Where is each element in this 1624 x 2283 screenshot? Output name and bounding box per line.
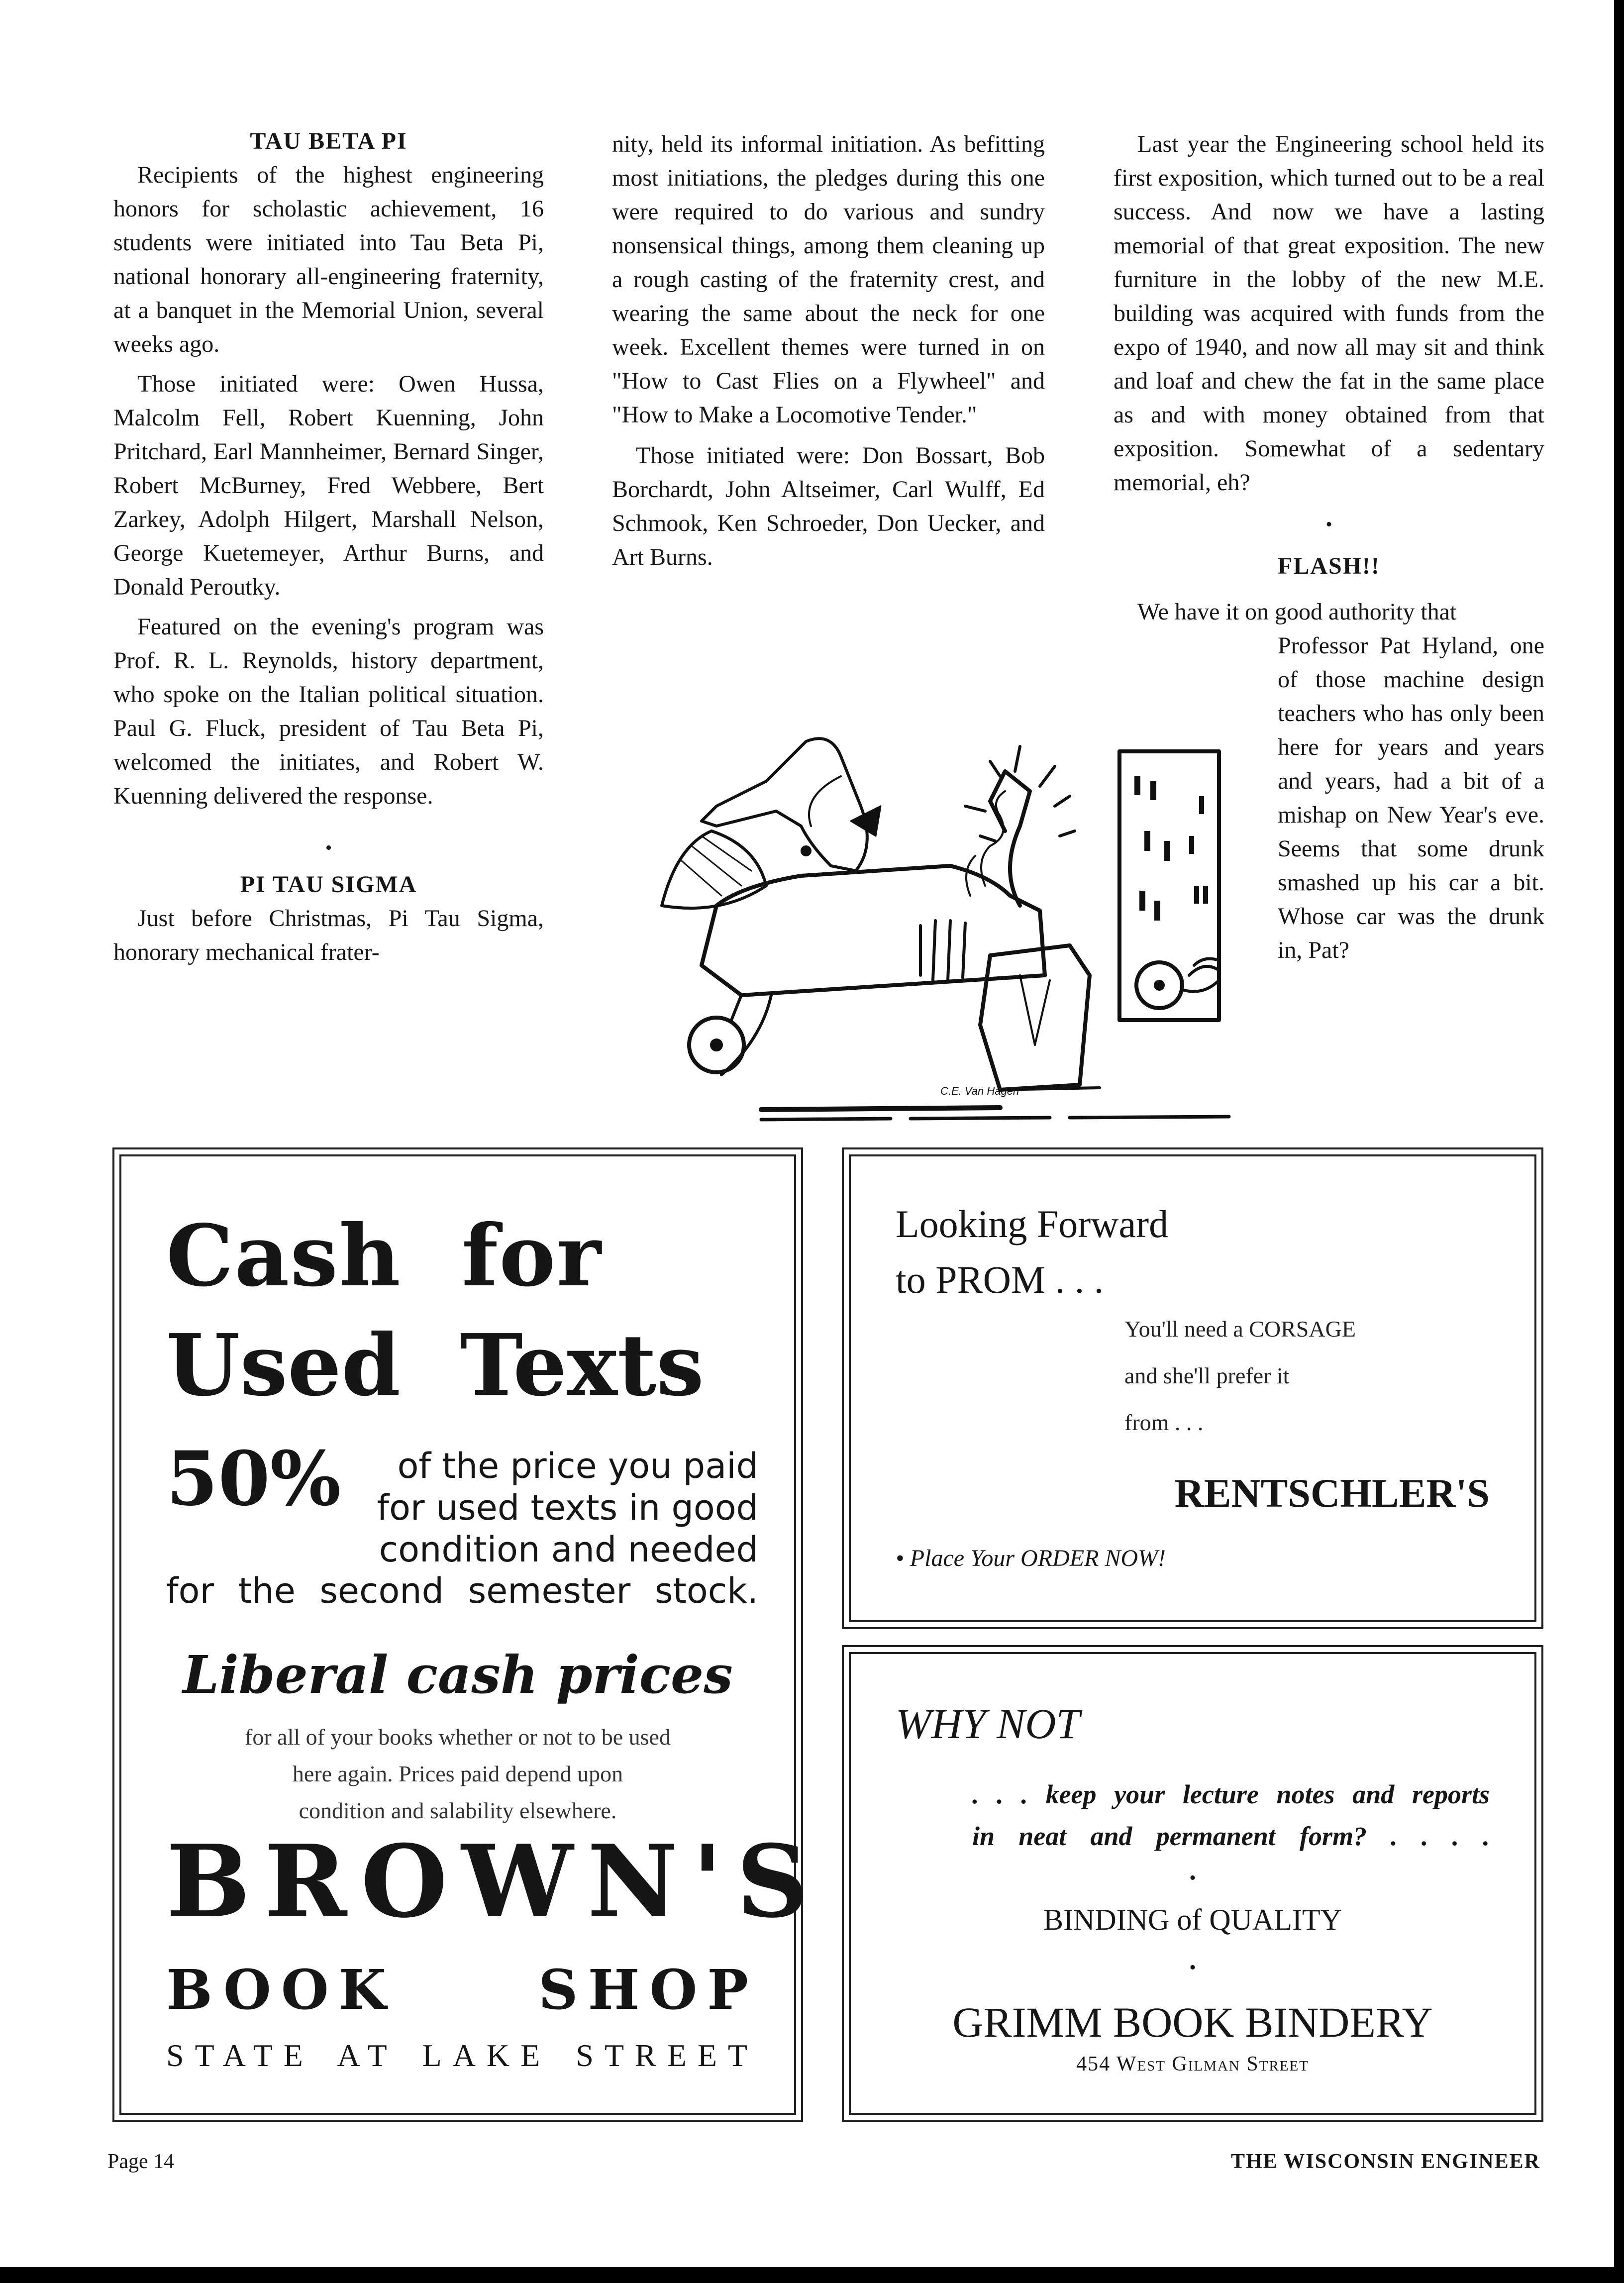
ad-small-text [121, 1719, 794, 1829]
heading-tau-beta-pi: TAU BETA PI [250, 128, 407, 154]
paragraph: Featured on the evening's program was Prof. R. L. Reynolds, history department, who spoke on the Italian political situation. Paul G. Fluck, president of Tau Beta Pi, welcomed the initiates, and Robert W. Kuenning delivered the response. [113, 614, 544, 809]
bullet-divider: • [1189, 1957, 1196, 1978]
ad-store-address: STATE AT LAKE STREET [166, 2038, 758, 2073]
paragraph: nity, held its informal initiation. As befitting most initiations, the pledges during this one were required to do various and sundry nonsensical things, among them cleaning up a rough casting of the fraternity crest, and wearing the same about the neck for one week. Excellent themes were turned in on "How to Cast Flies on a Flywheel" and "How to Make a Locomotive Tender." [612, 131, 1045, 428]
paragraph: Recipients of the highest engineering honors for scholastic achievement, 16 students were initiated into Tau Beta Pi, national honorary all-engineering fraternity, at a banquet in the Memorial Union, several weeks ago. [113, 162, 544, 357]
ad-cta: • Place Your ORDER NOW! [896, 1545, 1166, 1571]
bullet-divider: • [325, 837, 332, 858]
car-wreck [980, 945, 1090, 1090]
paragraph: Those initiated were: Owen Hussa, Malcolm Fell, Robert Kuenning, John Pritchard, Earl Mannheimer, Bernard Singer, Robert McBurney, Fred Webbere, Bert Zarkey, Adolph Hilgert, Marshall Nelson, George Kuetemeyer, Arthur Burns, and Donald Peroutky. [113, 371, 544, 600]
ad-percent-text [375, 1445, 758, 1570]
ad-store-name: GRIMM BOOK BINDERY [952, 1998, 1433, 2046]
ad-store-name: RENTSCHLER'S [1174, 1470, 1490, 1516]
paragraph: Professor Pat Hyland, one of those machine design teachers who has only been here for years and years and years, had a bit of a mishap on New Year's eve. Seems that some drunk smashed up his car a bit. Whose car was the drunk in, Pat? [1278, 632, 1544, 963]
paragraph: Just before Christmas, Pi Tau Sigma, honorary mechanical frater- [113, 905, 544, 965]
ad-percent-line: for used texts in good [377, 1487, 758, 1528]
ad-body-line: and she'll prefer it [1124, 1363, 1290, 1388]
ad-percent: 50% [166, 1435, 341, 1523]
scan-edge-bottom [0, 2267, 1624, 2283]
column-2 [612, 127, 1045, 574]
ad-percent-line: for the second semester stock. [166, 1570, 758, 1611]
column-3 [1114, 127, 1544, 967]
bullet-divider: • [1189, 1868, 1196, 1888]
ad-body-line: in neat and permanent form? . . . . [972, 1821, 1490, 1851]
car-body [702, 866, 1045, 995]
ad-title: WHY NOT [896, 1700, 1080, 1748]
ad-grimm-book-bindery [849, 1652, 1536, 2115]
paragraph-lead: We have it on good authority that [1137, 599, 1457, 625]
ad-store-address: 454 West Gilman Street [1076, 2053, 1309, 2075]
page-number: Page 14 [107, 2150, 175, 2173]
ad-body-line: from . . . [1124, 1410, 1204, 1435]
ad-body [1124, 1306, 1356, 1446]
heading-pi-tau-sigma: PI TAU SIGMA [240, 871, 417, 898]
ad-quality: BINDING of QUALITY [1043, 1903, 1342, 1936]
ad-browns-book-shop [119, 1154, 822, 2115]
column-1 [113, 124, 544, 969]
scan-edge-right [1614, 0, 1624, 2283]
ad-title-line: to PROM . . . [896, 1258, 1104, 1301]
ad-headline-line1: Cash for [166, 1206, 603, 1306]
ad-small-line: here again. Prices paid depend upon [292, 1761, 623, 1786]
flying-man [702, 738, 867, 871]
ad-title [896, 1196, 1168, 1308]
ad-headline-line2: Used Texts [166, 1316, 704, 1415]
ad-body-line: . . . keep your lecture notes and reports [972, 1779, 1490, 1809]
cartoon-signature: C.E. Van Hagen [940, 1085, 1019, 1097]
ad-body-line: You'll need a CORSAGE [1124, 1316, 1356, 1342]
ad-body [972, 1773, 1490, 1857]
ad-title-line: Looking Forward [896, 1202, 1169, 1245]
journal-title: THE WISCONSIN ENGINEER [1230, 2150, 1540, 2173]
heading-flash: FLASH!! [1278, 553, 1380, 579]
ad-rentschlers [849, 1154, 1536, 1622]
ad-store-type: BOOK SHOP [166, 1958, 758, 2022]
bullet-divider: • [1325, 514, 1332, 535]
ad-liberal: Liberal cash prices [183, 1644, 733, 1705]
ad-small-line: condition and salability elsewhere. [299, 1798, 617, 1823]
ad-store-name: BROWN'S [166, 1823, 822, 1940]
ad-percent-line: condition and needed [379, 1529, 758, 1570]
paragraph: Last year the Engineering school held its first exposition, which turned out to be a real success. And now we have a lasting memorial of that great exposition. The new furniture in the lobby of the new M.E. building was acquired with funds from the expo of 1940, and now all may sit and think and loaf and chew the fat in the same place as and with money obtained from that exposition. Somewhat of a sedentary memorial, eh? [1114, 131, 1544, 496]
paragraph: Those initiated were: Don Bossart, Bob Borchardt, John Altseimer, Carl Wulff, Ed Schmook, Ken Schroeder, Don Uecker, and Art Burns. [612, 442, 1045, 570]
ad-percent-line: of the price you paid [397, 1446, 758, 1486]
ad-small-line: for all of your books whether or not to be used [245, 1724, 671, 1750]
